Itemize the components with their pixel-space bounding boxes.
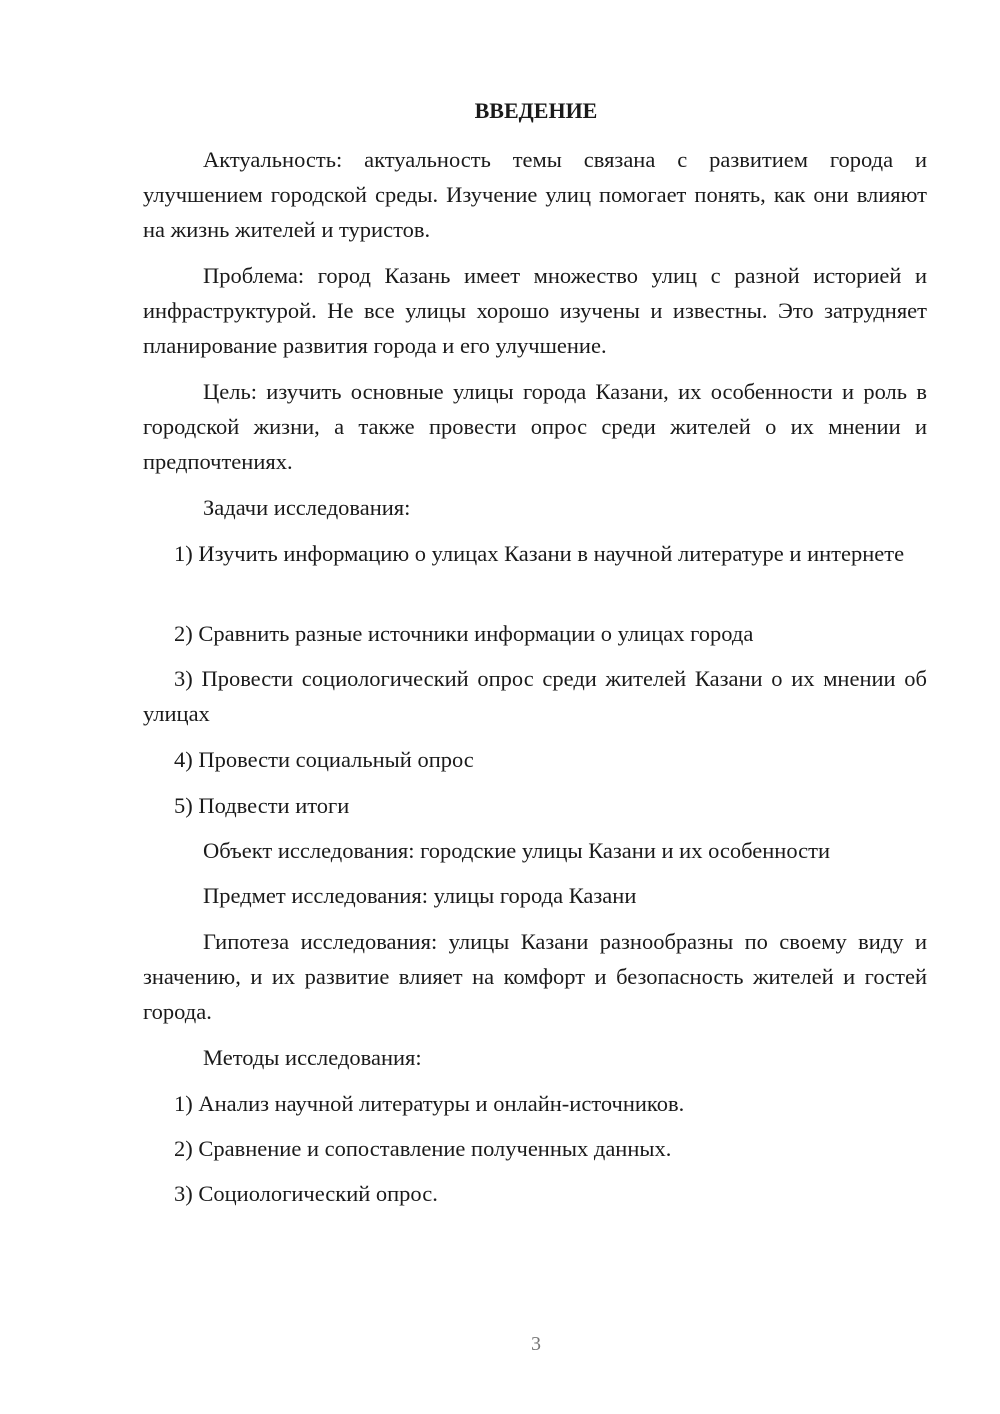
goal-paragraph: Цель: изучить основные улицы города Казани, их особенности и роль в городской жизни, а также провести опрос среди жителей о их мнении и предпочтениях. (143, 379, 927, 474)
section-title: ВВЕДЕНИЕ (474, 98, 598, 123)
subject-paragraph: Предмет исследования: улицы города Казани (203, 883, 637, 908)
task-item-5: 5) Подвести итоги (174, 793, 350, 818)
method-item-2: 2) Сравнение и сопоставление полученных данных. (174, 1136, 672, 1161)
methods-heading: Методы исследования: (203, 1045, 422, 1070)
task-item-4: 4) Провести социальный опрос (174, 747, 474, 772)
task-item-1: 1) Изучить информацию о улицах Казани в научной литературе и интернете (174, 541, 905, 566)
hypothesis-paragraph: Гипотеза исследования: улицы Казани разнообразны по своему виду и значению, и их развитие влияет на комфорт и безопасность жителей и гостей города. (143, 929, 927, 1024)
object-paragraph: Объект исследования: городские улицы Казани и их особенности (203, 838, 831, 863)
problem-paragraph: Проблема: город Казань имеет множество улиц с разной историей и инфраструктурой. Не все улицы хорошо изучены и известны. Это затрудняет планирование развития города и его улучшение. (143, 263, 927, 358)
relevance-paragraph: Актуальность: актуальность темы связана с развитием города и улучшением городской среды. Изучение улиц помогает понять, как они влияют на жизнь жителей и туристов. (143, 147, 927, 242)
task-item-3: 3) Провести социологический опрос среди жителей Казани о их мнении об улицах (143, 666, 927, 726)
task-item-2: 2) Сравнить разные источники информации о улицах города (174, 621, 754, 646)
page-number: 3 (531, 1333, 541, 1355)
method-item-3: 3) Социологический опрос. (174, 1181, 438, 1206)
tasks-heading: Задачи исследования: (203, 495, 411, 520)
method-item-1: 1) Анализ научной литературы и онлайн-источников. (174, 1091, 685, 1116)
